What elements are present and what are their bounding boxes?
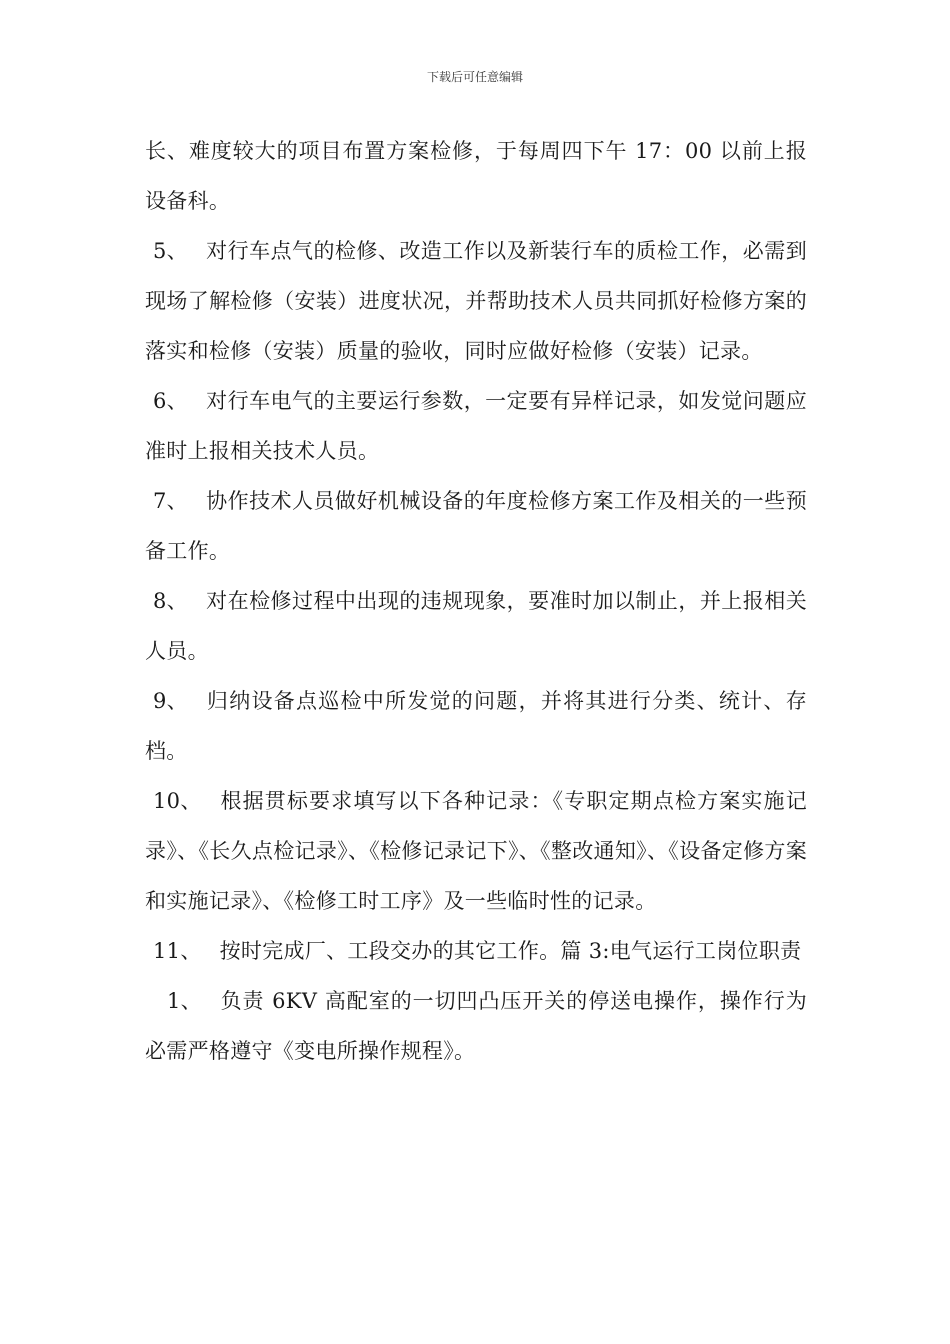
page-header: 下载后可任意编辑 (426, 70, 523, 84)
list-item-9 (145, 676, 807, 776)
list-item-8 (145, 576, 807, 676)
list-item-5 (145, 226, 807, 376)
paragraph-text: 根据贯标要求填写以下各种记录：《专职定期点检方案实施记录》、《长久点检记录》、《检修记录记下》、《整改通知》、《设备定修方案和实施记录》、《检修工时工序》及一些临时性的记录。 (145, 789, 807, 913)
paragraph-text: 协作技术人员做好机械设备的年度检修方案工作及相关的一些预备工作。 (145, 489, 807, 563)
list-item-number: 8、 (153, 589, 188, 613)
paragraph-text: 负责 6KV 高配室的一切凹凸压开关的停送电操作，操作行为必需严格遵守《变电所操作规程》。 (145, 989, 807, 1063)
list-item-7 (145, 476, 807, 576)
list-item-11 (145, 926, 807, 976)
paragraph-text: 长、难度较大的项目布置方案检修，于每周四下午 17：00 以前上报设备科。 (145, 139, 807, 213)
paragraph-text: 按时完成厂、工段交办的其它工作。篇 3:电气运行工岗位职责 (219, 939, 802, 963)
list-item-number: 5、 (153, 239, 188, 263)
list-item-6 (145, 376, 807, 476)
paragraph-text: 归纳设备点巡检中所发觉的问题，并将其进行分类、统计、存档。 (145, 689, 807, 763)
list-item-number: 11、 (153, 939, 202, 963)
paragraph-text: 对行车点气的检修、改造工作以及新装行车的质检工作，必需到现场了解检修（安装）进度状况，并帮助技术人员共同抓好检修方案的落实和检修（安装）质量的验收，同时应做好检修（安装）记录。 (145, 239, 807, 363)
list-item-number: 10、 (153, 789, 202, 813)
list-item-number: 7、 (153, 489, 188, 513)
paragraph-text: 对在检修过程中出现的违规现象，要准时加以制止，并上报相关人员。 (145, 589, 807, 663)
list-item-number: 6、 (153, 389, 188, 413)
list-item-number: 1、 (167, 989, 202, 1013)
paragraph-text: 对行车电气的主要运行参数，一定要有异样记录，如发觉问题应准时上报相关技术人员。 (145, 389, 807, 463)
list-item-1 (145, 976, 807, 1076)
paragraph-continuation (145, 126, 807, 226)
list-item-10 (145, 776, 807, 926)
list-item-number: 9、 (153, 689, 188, 713)
document-body (145, 126, 807, 1076)
